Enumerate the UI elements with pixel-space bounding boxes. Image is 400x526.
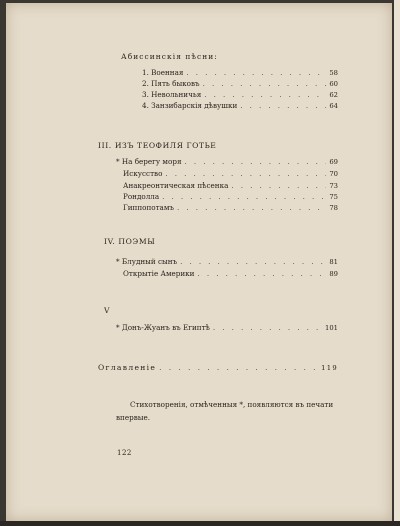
toc-entry (123, 192, 338, 202)
toc-entry-title: 2. Пять быковъ (142, 79, 200, 88)
page-number: 122 (117, 449, 132, 457)
leader-dots (240, 101, 326, 110)
toc-entry-page: 62 (329, 91, 338, 99)
leader-dots (180, 257, 326, 266)
leader-dots (203, 79, 327, 88)
leader-dots (159, 363, 318, 372)
toc-entry (116, 323, 338, 333)
toc-entry-title: 1. Военная (142, 68, 184, 77)
toc-entry-title: Анакреонтическая пѣсенка (123, 181, 229, 190)
toc-entry-title: Открытіе Америки (123, 269, 195, 278)
leader-dots (162, 192, 326, 201)
toc-entry-title: 4. Занзибарскія дѣвушки (142, 101, 238, 110)
toc-entry-title: Оглавленіе (98, 363, 157, 372)
leader-dots (165, 169, 326, 178)
toc-entry-page: 119 (321, 364, 338, 372)
toc-entry (142, 79, 338, 89)
leader-dots (197, 269, 326, 278)
toc-entry-title: * Донъ-Жуанъ въ Египтѣ (116, 323, 210, 332)
footnote-line-1: Стихотворенія, отмѣченныя *, появляются въ печати (130, 400, 334, 409)
toc-entry (123, 269, 338, 279)
toc-entry-title: * На берегу моря (116, 157, 182, 166)
toc-entry-page: 58 (329, 69, 338, 77)
toc-entry-page: 101 (325, 324, 338, 332)
leader-dots (213, 323, 322, 332)
toc-entry-page: 78 (329, 204, 338, 212)
page-edge (394, 0, 400, 526)
leader-dots (177, 203, 326, 212)
scan-border (0, 521, 400, 526)
toc-entry (142, 90, 338, 100)
toc-entry (142, 68, 338, 78)
toc-entry-title: * Блудный сынъ (116, 257, 178, 266)
toc-entry-title: Искусство (123, 169, 163, 178)
toc-entry (123, 169, 338, 179)
toc-entry (123, 181, 338, 191)
toc-entry-page: 64 (329, 102, 338, 110)
toc-entry-title: Рондолла (123, 192, 160, 201)
toc-entry-page: 75 (329, 193, 338, 201)
toc-entry (116, 157, 338, 167)
toc-entry (123, 203, 338, 213)
footnote-line-2: впервые. (116, 413, 150, 422)
leader-dots (231, 181, 326, 190)
toc-entry-title: 3. Невольничья (142, 90, 202, 99)
leader-dots (204, 90, 326, 99)
toc-entry-page: 69 (329, 158, 338, 166)
section-heading-iii: III. ИЗЪ ТЕОФИЛЯ ГОТЬЕ (98, 141, 217, 150)
toc-entry-page: 73 (329, 182, 338, 190)
toc-entry (142, 101, 338, 111)
subsection-heading-abyssinian-songs: Абиссинскія пѣсни: (121, 52, 218, 61)
toc-entry-title: Гиппопотамъ (123, 203, 175, 212)
leader-dots (184, 157, 326, 166)
toc-entry-page: 89 (329, 270, 338, 278)
toc-entry-page: 60 (329, 80, 338, 88)
section-heading-v: V (104, 306, 111, 315)
toc-entry (116, 257, 338, 267)
leader-dots (186, 68, 326, 77)
toc-entry-page: 81 (329, 258, 338, 266)
toc-entry-page: 70 (329, 170, 338, 178)
section-heading-iv: IV. ПОЭМЫ (104, 237, 156, 246)
toc-entry-contents (98, 363, 338, 373)
